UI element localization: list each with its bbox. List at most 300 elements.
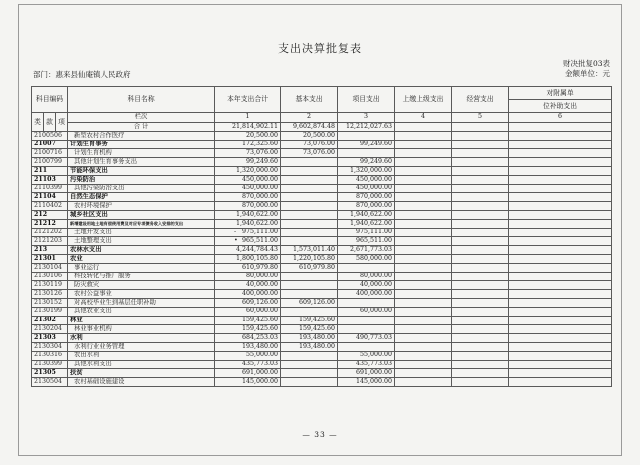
basic-amount: 1,220,105.80 — [281, 254, 338, 263]
subject-name: 对高校毕业生到基层任职补助 — [68, 298, 215, 307]
subsidy-amount — [509, 351, 612, 360]
upper-amount — [395, 184, 452, 193]
project-amount — [338, 131, 395, 140]
subject-code: 21103 — [32, 175, 68, 184]
upper-amount — [395, 342, 452, 351]
subsidy-amount — [509, 184, 612, 193]
total-amount: 21,814,902.11 — [215, 123, 281, 132]
project-amount: 40,000.00 — [338, 281, 395, 290]
total-amount: 684,253.03 — [215, 334, 281, 343]
business-amount — [452, 378, 509, 387]
upper-amount — [395, 378, 452, 387]
basic-amount: 9,602,874.48 — [281, 123, 338, 132]
col-num: 1 — [215, 113, 281, 123]
upper-amount — [395, 202, 452, 211]
upper-amount — [395, 166, 452, 175]
header-subsidy-2: 位补助支出 — [509, 100, 612, 113]
basic-amount — [281, 378, 338, 387]
subject-name: 科技转化与推广服务 — [68, 272, 215, 281]
table-row — [32, 140, 612, 149]
total-amount — [215, 228, 281, 237]
subsidy-amount — [509, 123, 612, 132]
subject-name: 防灾救灾 — [68, 281, 215, 290]
total-amount: 193,480.00 — [215, 342, 281, 351]
project-amount: 1,940,622.00 — [338, 210, 395, 219]
upper-amount — [395, 140, 452, 149]
subsidy-amount — [509, 378, 612, 387]
project-amount: 99,249.60 — [338, 140, 395, 149]
subject-name: 土地整理支出 — [68, 237, 215, 246]
total-amount: 20,500.00 — [215, 131, 281, 140]
business-amount — [452, 158, 509, 167]
subsidy-amount — [509, 254, 612, 263]
subsidy-amount — [509, 316, 612, 325]
subsidy-amount — [509, 263, 612, 272]
subject-code: 2130304 — [32, 342, 68, 351]
table-row — [32, 369, 612, 378]
expenditure-table — [31, 86, 612, 387]
total-amount: 159,425.60 — [215, 316, 281, 325]
project-amount: 870,000.00 — [338, 193, 395, 202]
header-business: 经营支出 — [452, 87, 509, 113]
total-amount: 99,249.60 — [215, 158, 281, 167]
subject-code: 2121202 — [32, 228, 68, 237]
project-amount: 490,773.03 — [338, 334, 395, 343]
total-amount: 870,000.00 — [215, 202, 281, 211]
project-amount: 60,000.00 — [338, 307, 395, 316]
subsidy-amount — [509, 149, 612, 158]
subject-name: 农村公益事业 — [68, 290, 215, 299]
header-subsidy-1: 对附属单 — [509, 87, 612, 100]
basic-amount — [281, 228, 338, 237]
basic-amount — [281, 237, 338, 246]
basic-amount — [281, 175, 338, 184]
total-amount: 4,244,784.43 — [215, 246, 281, 255]
basic-amount — [281, 272, 338, 281]
upper-amount — [395, 351, 452, 360]
total-amount: 609,126.00 — [215, 298, 281, 307]
project-amount: 870,000.00 — [338, 202, 395, 211]
business-amount — [452, 334, 509, 343]
table-row — [32, 325, 612, 334]
subject-code: 2130106 — [32, 272, 68, 281]
upper-amount — [395, 175, 452, 184]
total-amount: 172,325.60 — [215, 140, 281, 149]
upper-amount — [395, 193, 452, 202]
subject-code: 2130399 — [32, 360, 68, 369]
total-amount: 60,000.00 — [215, 307, 281, 316]
project-amount — [338, 263, 395, 272]
table-row — [32, 246, 612, 255]
business-amount — [452, 175, 509, 184]
table-row — [32, 307, 612, 316]
subject-name: 农村基础设施建设 — [68, 378, 215, 387]
upper-amount — [395, 290, 452, 299]
upper-amount — [395, 131, 452, 140]
business-amount — [452, 193, 509, 202]
subsidy-amount — [509, 140, 612, 149]
table-row — [32, 316, 612, 325]
project-amount: 691,000.00 — [338, 369, 395, 378]
upper-amount — [395, 254, 452, 263]
project-amount: 450,000.00 — [338, 175, 395, 184]
basic-amount — [281, 193, 338, 202]
subject-name: 自然生态保护 — [68, 193, 215, 202]
project-amount: 450,000.00 — [338, 184, 395, 193]
subject-name: 节能环保支出 — [68, 166, 215, 175]
project-amount — [338, 316, 395, 325]
subject-name: 扶贫 — [68, 369, 215, 378]
total-amount: 610,979.80 — [215, 263, 281, 272]
total-row — [32, 123, 612, 132]
subsidy-amount — [509, 202, 612, 211]
col-num: 6 — [509, 113, 612, 123]
total-label: 合 计 — [68, 123, 215, 132]
table-row — [32, 351, 612, 360]
upper-amount — [395, 246, 452, 255]
table-row — [32, 210, 612, 219]
basic-amount — [281, 290, 338, 299]
subject-name: 其他污染防治支出 — [68, 184, 215, 193]
unit-label: 金额单位：元 — [565, 69, 610, 78]
project-amount: 1,320,000.00 — [338, 166, 395, 175]
form-code: 财决批复03表 — [562, 59, 610, 68]
page-number: — 33 — — [302, 430, 338, 439]
col-num: 4 — [395, 113, 452, 123]
column-number-row — [32, 113, 612, 123]
header-item: 项 — [56, 113, 68, 132]
basic-amount — [281, 281, 338, 290]
upper-amount — [395, 360, 452, 369]
subject-code: 2130316 — [32, 351, 68, 360]
header-upper: 上缴上级支出 — [395, 87, 452, 113]
business-amount — [452, 237, 509, 246]
subject-name: 林业事业机构 — [68, 325, 215, 334]
total-amount: 1,800,105.80 — [215, 254, 281, 263]
project-amount: 80,000.00 — [338, 272, 395, 281]
header-basic: 基本支出 — [281, 87, 338, 113]
business-amount — [452, 131, 509, 140]
project-amount — [338, 342, 395, 351]
project-amount: 1,940,622.00 — [338, 219, 395, 228]
subsidy-amount — [509, 307, 612, 316]
business-amount — [452, 325, 509, 334]
total-amount: 400,000.00 — [215, 290, 281, 299]
subject-name: 农业 — [68, 254, 215, 263]
basic-amount: 1,573,011.40 — [281, 246, 338, 255]
basic-amount — [281, 351, 338, 360]
table-row — [32, 158, 612, 167]
subject-code: 21302 — [32, 316, 68, 325]
upper-amount — [395, 123, 452, 132]
table-row — [32, 149, 612, 158]
business-amount — [452, 360, 509, 369]
basic-amount — [281, 184, 338, 193]
subject-name: 农田水利 — [68, 351, 215, 360]
upper-amount — [395, 263, 452, 272]
table-row — [32, 378, 612, 387]
business-amount — [452, 254, 509, 263]
basic-amount — [281, 210, 338, 219]
subject-code: 2100716 — [32, 149, 68, 158]
table-row — [32, 360, 612, 369]
business-amount — [452, 342, 509, 351]
upper-amount — [395, 307, 452, 316]
upper-amount — [395, 369, 452, 378]
project-amount — [338, 149, 395, 158]
subsidy-amount — [509, 193, 612, 202]
business-amount — [452, 140, 509, 149]
basic-amount: 610,979.80 — [281, 263, 338, 272]
subject-code: 21212 — [32, 219, 68, 228]
business-amount — [452, 202, 509, 211]
subject-code: 2121203 — [32, 237, 68, 246]
handwritten-mark: • — [233, 237, 238, 245]
upper-amount — [395, 219, 452, 228]
table-row — [32, 334, 612, 343]
total-amount: 450,000.00 — [215, 175, 281, 184]
table-row — [32, 166, 612, 175]
basic-amount: 193,480.00 — [281, 334, 338, 343]
total-amount — [215, 237, 281, 246]
subject-code: 2130126 — [32, 290, 68, 299]
upper-amount — [395, 210, 452, 219]
subject-name: 农村环境保护 — [68, 202, 215, 211]
subsidy-amount — [509, 290, 612, 299]
total-amount: 1,940,622.00 — [215, 210, 281, 219]
total-amount: 145,000.00 — [215, 378, 281, 387]
subject-code: 2130104 — [32, 263, 68, 272]
business-amount — [452, 281, 509, 290]
project-amount: 435,773.03 — [338, 360, 395, 369]
total-amount: 55,000.00 — [215, 351, 281, 360]
subject-code: 21104 — [32, 193, 68, 202]
table-row — [32, 131, 612, 140]
subsidy-amount — [509, 342, 612, 351]
upper-amount — [395, 228, 452, 237]
subject-name: 事业运行 — [68, 263, 215, 272]
header-subject-name: 科目名称 — [68, 87, 215, 113]
table-row — [32, 228, 612, 237]
basic-amount: 159,425.60 — [281, 325, 338, 334]
handwritten-mark: - — [233, 228, 237, 236]
subject-code: 21007 — [32, 140, 68, 149]
subsidy-amount — [509, 246, 612, 255]
subsidy-amount — [509, 175, 612, 184]
subject-code: 2130504 — [32, 378, 68, 387]
project-amount: 12,212,027.63 — [338, 123, 395, 132]
project-amount: 2,671,773.03 — [338, 246, 395, 255]
business-amount — [452, 166, 509, 175]
basic-amount — [281, 219, 338, 228]
business-amount — [452, 351, 509, 360]
header-subject-code: 科目编码 — [32, 87, 68, 113]
header-section: 款 — [44, 113, 56, 132]
total-amount: 80,000.00 — [215, 272, 281, 281]
basic-amount: 193,480.00 — [281, 342, 338, 351]
business-amount — [452, 369, 509, 378]
subject-name: 污染防治 — [68, 175, 215, 184]
upper-amount — [395, 298, 452, 307]
subsidy-amount — [509, 166, 612, 175]
subsidy-amount — [509, 369, 612, 378]
subject-code: 213 — [32, 246, 68, 255]
col-num: 2 — [281, 113, 338, 123]
basic-amount: 73,076.00 — [281, 149, 338, 158]
project-amount: 145,000.00 — [338, 378, 395, 387]
subject-name: 农林水支出 — [68, 246, 215, 255]
table-row — [32, 290, 612, 299]
business-amount — [452, 184, 509, 193]
basic-amount: 73,076.00 — [281, 140, 338, 149]
subject-name: 林业 — [68, 316, 215, 325]
business-amount — [452, 219, 509, 228]
subsidy-amount — [509, 281, 612, 290]
col-num: 5 — [452, 113, 509, 123]
total-amount: 1,940,622.00 — [215, 219, 281, 228]
subject-code: 2130119 — [32, 281, 68, 290]
subsidy-amount — [509, 210, 612, 219]
subject-name: 新增建设用地土地有偿使用费及对应专项债务收入安排的支出 — [68, 219, 215, 228]
subject-name: 土地开发支出 — [68, 228, 215, 237]
table-row — [32, 237, 612, 246]
subject-name: 水利 — [68, 334, 215, 343]
header-project: 项目支出 — [338, 87, 395, 113]
total-value: 965,511.00 — [241, 237, 279, 245]
basic-amount — [281, 158, 338, 167]
basic-amount: 609,126.00 — [281, 298, 338, 307]
project-amount: 400,000.00 — [338, 290, 395, 299]
total-amount: 40,000.00 — [215, 281, 281, 290]
page-title: 支出决算批复表 — [278, 42, 362, 55]
subject-name: 计划生育机构 — [68, 149, 215, 158]
subject-name: 新型农村合作医疗 — [68, 131, 215, 140]
basic-amount — [281, 202, 338, 211]
total-amount: 159,425.60 — [215, 325, 281, 334]
subject-code: 2100506 — [32, 131, 68, 140]
subject-code: 2130204 — [32, 325, 68, 334]
subject-code: 212 — [32, 210, 68, 219]
upper-amount — [395, 237, 452, 246]
table-row — [32, 342, 612, 351]
total-amount: 870,000.00 — [215, 193, 281, 202]
subject-code: 2130199 — [32, 307, 68, 316]
total-amount: 1,320,000.00 — [215, 166, 281, 175]
upper-amount — [395, 272, 452, 281]
upper-amount — [395, 281, 452, 290]
basic-amount: 20,500.00 — [281, 131, 338, 140]
subsidy-amount — [509, 325, 612, 334]
subsidy-amount — [509, 228, 612, 237]
subsidy-amount — [509, 131, 612, 140]
project-amount: 975,111.00 — [338, 228, 395, 237]
total-amount: 435,773.03 — [215, 360, 281, 369]
subject-code: 21301 — [32, 254, 68, 263]
business-amount — [452, 316, 509, 325]
subject-name: 其他水利支出 — [68, 360, 215, 369]
table-row — [32, 184, 612, 193]
business-amount — [452, 246, 509, 255]
upper-amount — [395, 158, 452, 167]
business-amount — [452, 123, 509, 132]
business-amount — [452, 272, 509, 281]
subject-code: 2130152 — [32, 298, 68, 307]
total-amount: 450,000.00 — [215, 184, 281, 193]
table-row — [32, 175, 612, 184]
business-amount — [452, 298, 509, 307]
subject-code: 21303 — [32, 334, 68, 343]
subsidy-amount — [509, 237, 612, 246]
basic-amount: 159,425.60 — [281, 316, 338, 325]
upper-amount — [395, 149, 452, 158]
basic-amount — [281, 307, 338, 316]
total-amount: 691,000.00 — [215, 369, 281, 378]
subject-name: 计划生育事务 — [68, 140, 215, 149]
table-row — [32, 281, 612, 290]
total-amount: 73,076.00 — [215, 149, 281, 158]
total-value: 975,111.00 — [241, 228, 279, 236]
table-row — [32, 219, 612, 228]
subject-code: 21305 — [32, 369, 68, 378]
subsidy-amount — [509, 272, 612, 281]
subsidy-amount — [509, 334, 612, 343]
subject-code: 2100799 — [32, 158, 68, 167]
header-total: 本年支出合计 — [215, 87, 281, 113]
col-num: 3 — [338, 113, 395, 123]
project-amount — [338, 298, 395, 307]
project-amount: 580,000.00 — [338, 254, 395, 263]
table-row — [32, 193, 612, 202]
basic-amount — [281, 166, 338, 175]
subsidy-amount — [509, 219, 612, 228]
project-amount: 55,000.00 — [338, 351, 395, 360]
subject-name: 城乡社区支出 — [68, 210, 215, 219]
business-amount — [452, 228, 509, 237]
upper-amount — [395, 325, 452, 334]
table-row — [32, 263, 612, 272]
basic-amount — [281, 360, 338, 369]
subsidy-amount — [509, 158, 612, 167]
table-row — [32, 298, 612, 307]
header-row — [32, 87, 612, 100]
business-amount — [452, 210, 509, 219]
project-amount: 965,511.00 — [338, 237, 395, 246]
project-amount: 99,249.60 — [338, 158, 395, 167]
business-amount — [452, 307, 509, 316]
table-row — [32, 202, 612, 211]
business-amount — [452, 149, 509, 158]
upper-amount — [395, 316, 452, 325]
subject-name: 其他计划生育事务支出 — [68, 158, 215, 167]
column-label: 栏次 — [68, 113, 215, 123]
business-amount — [452, 263, 509, 272]
subject-code: 2110399 — [32, 184, 68, 193]
subject-code: 211 — [32, 166, 68, 175]
upper-amount — [395, 334, 452, 343]
table-row — [32, 272, 612, 281]
basic-amount — [281, 369, 338, 378]
subject-code: 2110402 — [32, 202, 68, 211]
department-label: 部门：惠来县仙庵镇人民政府 — [33, 70, 131, 79]
subject-name: 其他农业支出 — [68, 307, 215, 316]
subsidy-amount — [509, 360, 612, 369]
subject-name: 水利行业业务管理 — [68, 342, 215, 351]
business-amount — [452, 290, 509, 299]
subsidy-amount — [509, 298, 612, 307]
table-row — [32, 254, 612, 263]
header-class: 类 — [32, 113, 44, 132]
project-amount — [338, 325, 395, 334]
